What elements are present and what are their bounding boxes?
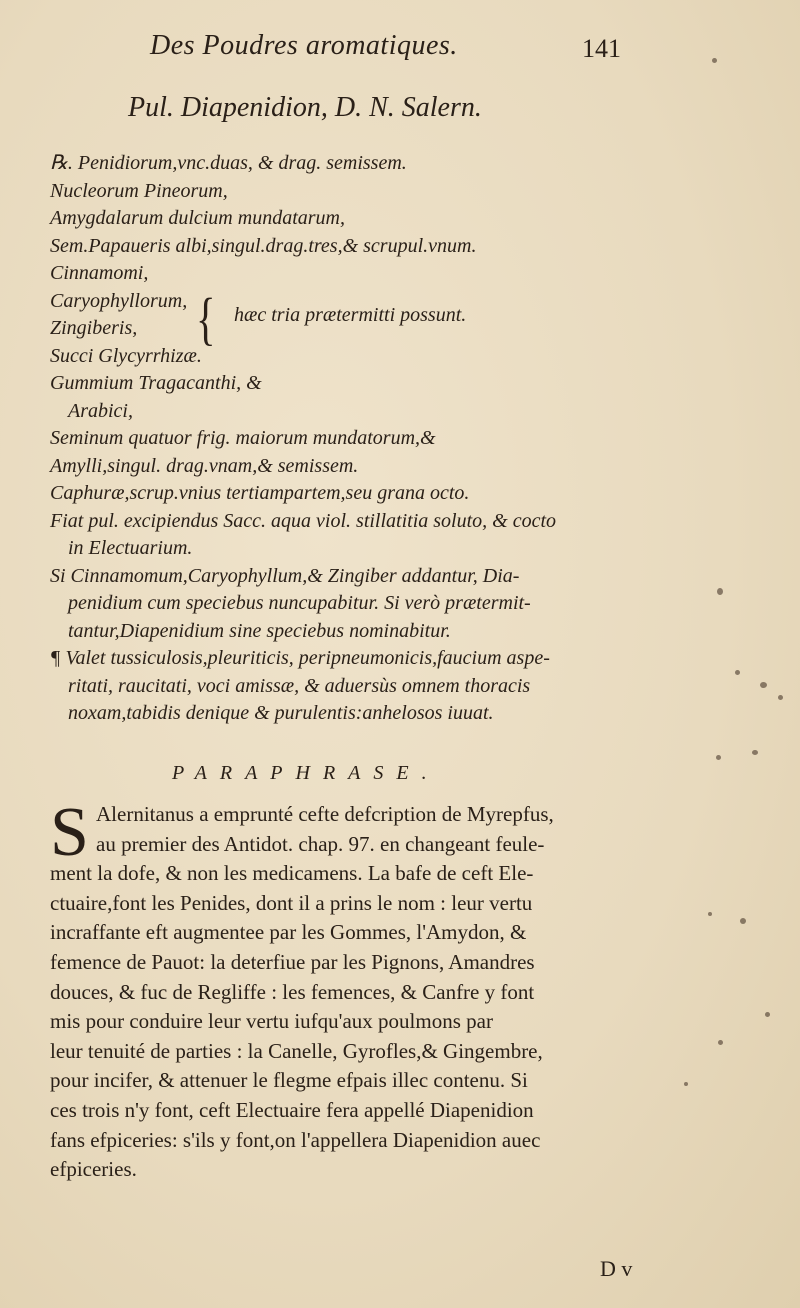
paraphrase-line: ment la dofe, & non les medicamens. La bafe de ceft Ele-: [50, 861, 534, 886]
recipe-title: Pul. Diapenidion, D. N. Salern.: [128, 92, 482, 123]
signature-mark: D v: [600, 1256, 633, 1281]
recipe-line: Cinnamomi,: [50, 262, 149, 284]
paraphrase-text: [50, 794, 670, 1185]
recipe-line: Nucleorum Pineorum,: [50, 179, 228, 202]
paper-speck: [718, 1040, 723, 1045]
paper-speck: [708, 912, 712, 916]
paraphrase-line: ctuaire,font les Penides, dont il a prins le nom : leur vertu: [50, 890, 533, 915]
recipe-line: Gummium Tragacanthi, &: [50, 372, 262, 394]
paper-speck: [716, 755, 721, 760]
paper-speck: [760, 682, 767, 688]
paper-speck: [712, 58, 717, 63]
recipe-line: Caphuræ,scrup.vnius tertiampartem,seu grana octo.: [50, 482, 470, 504]
drop-cap: S: [50, 794, 89, 871]
brace-icon: {: [196, 286, 216, 351]
paraphrase-line: efpiceries.: [50, 1157, 137, 1182]
paraphrase-line: Alernitanus a emprunté cefte defcription de Myrepfus,: [96, 802, 554, 826]
paraphrase-line: douces, & fuc de Regliffe : les femences, & Canfre y font: [50, 979, 535, 1004]
recipe-line: Zingiberis,: [50, 317, 138, 339]
paraphrase-line: au premier des Antidot. chap. 97. en changeant feule-: [96, 831, 545, 856]
page-number: 141: [582, 34, 621, 63]
paraphrase-line: mis pour conduire leur vertu iufqu'aux poulmons par: [50, 1009, 493, 1034]
paraphrase-line: incraffante eft augmentee par les Gommes, l'Amydon, &: [50, 920, 527, 945]
recipe-line: penidium cum speciebus nuncupabitur. Si verò prætermit-: [68, 592, 531, 614]
recipe-line: noxam,tabidis denique & purulentis:anhelosos iuuat.: [68, 702, 494, 724]
paraphrase-line: leur tenuité de parties : la Canelle, Gyrofles,& Gingembre,: [50, 1038, 543, 1063]
recipe-line: Succi Glycyrrhizæ.: [50, 344, 202, 367]
recipe-line: in Electuarium.: [68, 537, 193, 559]
paraphrase-line: fans efpiceries: s'ils y font,on l'appellera Diapenidion auec: [50, 1127, 541, 1152]
paraphrase-heading: PARAPHRASE.: [172, 762, 440, 784]
paraphrase-line: ces trois n'y font, ceft Electuaire fera appellé Diapenidion: [50, 1097, 534, 1122]
recipe-line: Amylli,singul. drag.vnam,& semissem.: [50, 454, 359, 477]
recipe-line: Si Cinnamomum,Caryophyllum,& Zingiber addantur, Dia-: [50, 564, 520, 587]
recipe-line: ritati, raucitati, voci amissæ, & aduersùs omnem thoracis: [68, 674, 531, 697]
paper-speck: [765, 1012, 770, 1017]
recipe-line: Caryophyllorum,: [50, 289, 188, 312]
recipe-line: Amygdalarum dulcium mundatarum,: [50, 207, 345, 229]
recipe-line: Sem.Papaueris albi,singul.drag.tres,& scrupul.vnum.: [50, 234, 477, 257]
paper-speck: [752, 750, 758, 755]
paraphrase-line: femence de Pauot: la deterfiue par les Pignons, Amandres: [50, 949, 535, 974]
paper-speck: [684, 1082, 688, 1086]
recipe-line: Fiat pul. excipiendus Sacc. aqua viol. stillatitia soluto, & cocto: [50, 509, 557, 532]
recipe-text: [50, 150, 690, 728]
brace-note-text: hæc tria prætermitti possunt.: [234, 304, 467, 326]
paper-speck: [735, 670, 740, 675]
recipe-line: Arabici,: [68, 399, 133, 422]
paraphrase-line: pour incifer, & attenuer le flegme efpais illec contenu. Si: [50, 1068, 528, 1093]
running-head: Des Poudres aromatiques.: [150, 30, 458, 61]
paper-speck: [740, 918, 746, 924]
brace-annotation: [196, 286, 576, 351]
paper-speck: [717, 588, 723, 595]
recipe-line: ℞. Penidiorum,vnc.duas, & drag. semissem.: [50, 152, 407, 174]
recipe-line: tantur,Diapenidium sine speciebus nominabitur.: [68, 619, 451, 642]
paper-speck: [778, 695, 783, 700]
recipe-line: ¶ Valet tussiculosis,pleuriticis, peripneumonicis,faucium aspe-: [50, 647, 550, 669]
recipe-line: Seminum quatuor frig. maiorum mundatorum,&: [50, 427, 436, 449]
